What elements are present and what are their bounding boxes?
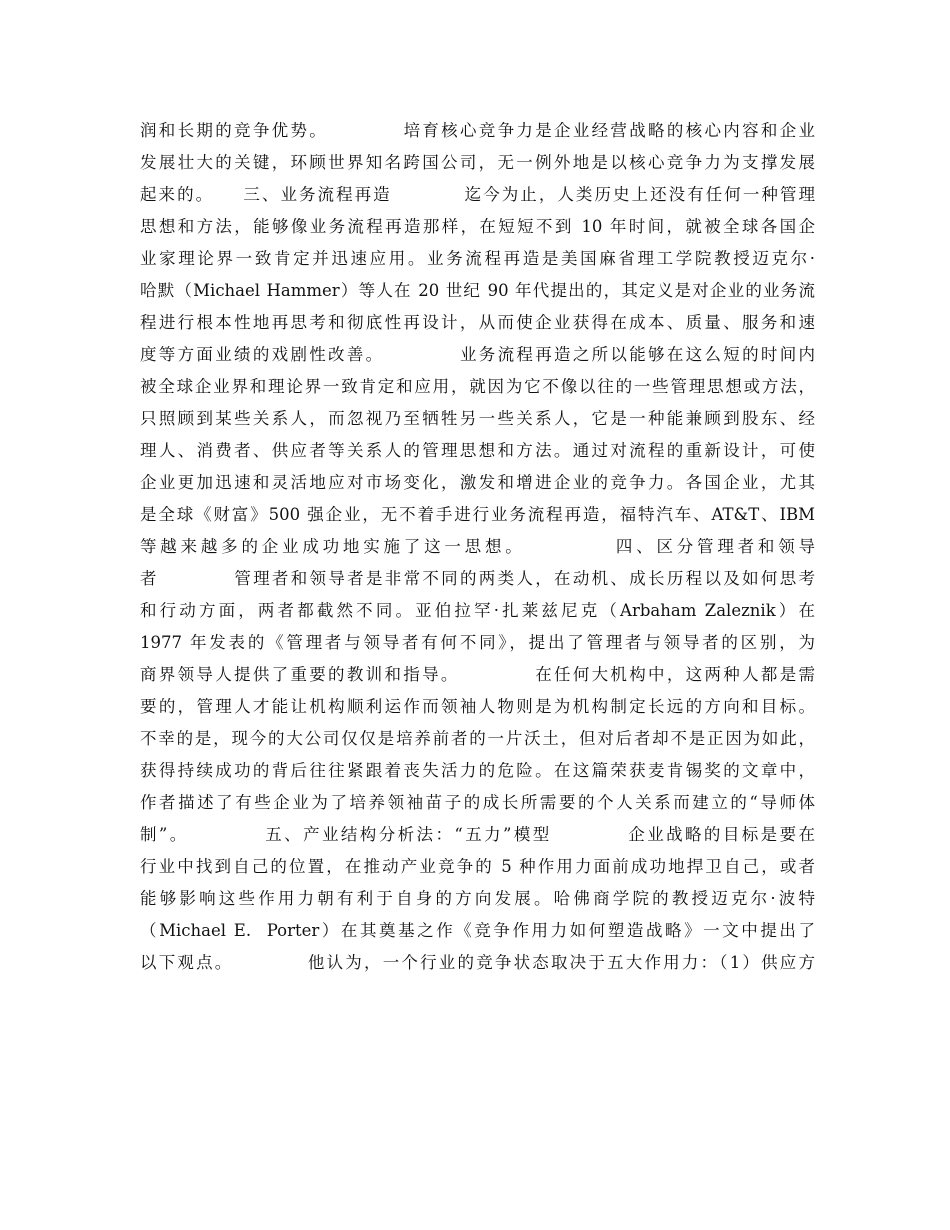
text-line: 程进行根本性地再思考和彻底性再设计，从而使企业获得在成本、质量、服务和速 bbox=[140, 313, 815, 332]
text-line: 能够影响这些作用力朝有利于自身的方向发展。哈佛商学院的教授迈克尔·波特 bbox=[140, 889, 815, 908]
text-line: 起来的。 三、业务流程再造 迄今为止，人类历史上还没有任何一种管理 bbox=[140, 185, 815, 204]
body-text bbox=[140, 115, 815, 979]
text-line: 理人、消费者、供应者等关系人的管理思想和方法。通过对流程的重新设计，可使 bbox=[140, 441, 815, 460]
text-line: 获得持续成功的背后往往紧跟着丧失活力的危险。在这篇荣获麦肯锡奖的文章中， bbox=[140, 761, 815, 780]
text-line: 作者描述了有些企业为了培养领袖苗子的成长所需要的个人关系而建立的“导师体 bbox=[140, 793, 815, 812]
text-line: 只照顾到某些关系人，而忽视乃至牺牲另一些关系人，它是一种能兼顾到股东、经 bbox=[140, 409, 815, 428]
text-line: 润和长期的竞争优势。 培育核心竞争力是企业经营战略的核心内容和企业 bbox=[140, 121, 815, 140]
text-line: 是全球《财富》500 强企业，无不着手进行业务流程再造，福特汽车、AT&T、IBM bbox=[140, 505, 815, 524]
text-line: 1977 年发表的《管理者与领导者有何不同》，提出了管理者与领导者的区别，为 bbox=[140, 633, 815, 652]
text-line: 等越来越多的企业成功地实施了这一思想。 四、区分管理者和领导 bbox=[140, 537, 815, 556]
text-line: 哈默（Michael Hammer）等人在 20 世纪 90 年代提出的，其定义是对企业的业务流 bbox=[140, 281, 815, 300]
text-line: 制”。 五、产业结构分析法：“五力”模型 企业战略的目标是要在 bbox=[140, 825, 815, 844]
text-line: 商界领导人提供了重要的教训和指导。 在任何大机构中，这两种人都是需 bbox=[140, 665, 815, 684]
text-line: 要的，管理人才能让机构顺利运作而领袖人物则是为机构制定长远的方向和目标。 bbox=[140, 697, 815, 716]
text-line: 度等方面业绩的戏剧性改善。 业务流程再造之所以能够在这么短的时间内 bbox=[140, 345, 815, 364]
text-line: 和行动方面，两者都截然不同。亚伯拉罕·扎莱兹尼克（Arbaham Zaleznik）在 bbox=[140, 601, 815, 620]
text-line: 思想和方法，能够像业务流程再造那样，在短短不到 10 年时间，就被全球各国企 bbox=[140, 217, 815, 236]
text-line: 以下观点。 他认为，一个行业的竞争状态取决于五大作用力：（1）供应方 bbox=[140, 953, 815, 972]
text-line: （Michael E. Porter）在其奠基之作《竞争作用力如何塑造战略》一文中提出了 bbox=[140, 921, 815, 940]
text-line: 发展壮大的关键，环顾世界知名跨国公司，无一例外地是以核心竞争力为支撑发展 bbox=[140, 153, 815, 172]
text-line: 者 管理者和领导者是非常不同的两类人，在动机、成长历程以及如何思考 bbox=[140, 569, 815, 588]
text-line: 行业中找到自己的位置，在推动产业竞争的 5 种作用力面前成功地捍卫自己，或者 bbox=[140, 857, 815, 876]
text-line: 被全球企业界和理论界一致肯定和应用，就因为它不像以往的一些管理思想或方法， bbox=[140, 377, 815, 396]
text-line: 不幸的是，现今的大公司仅仅是培养前者的一片沃土，但对后者却不是正因为如此， bbox=[140, 729, 815, 748]
text-line: 业家理论界一致肯定并迅速应用。业务流程再造是美国麻省理工学院教授迈克尔· bbox=[140, 249, 815, 268]
text-line: 企业更加迅速和灵活地应对市场变化，激发和增进企业的竞争力。各国企业，尤其 bbox=[140, 473, 815, 492]
